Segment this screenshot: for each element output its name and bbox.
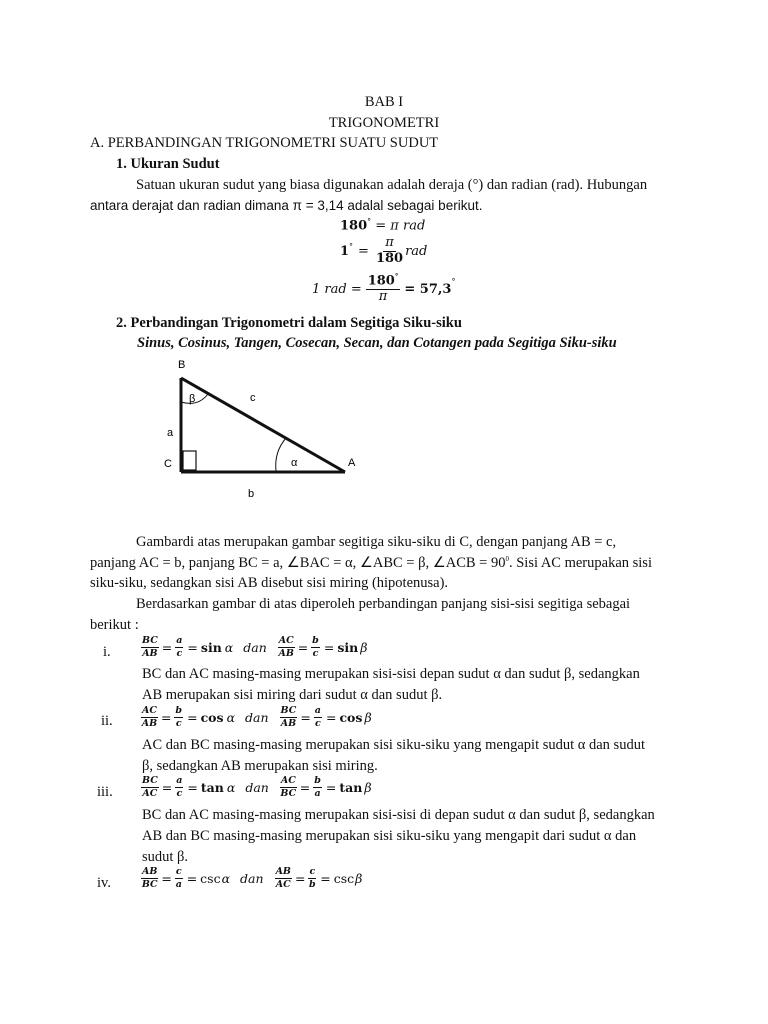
paragraph-line-2-text: panjang AC = b, panjang BC = a, ∠BAC = α, ∠ABC = β, ∠ACB = 90	[90, 555, 506, 571]
fraction-pi-over-180	[376, 236, 403, 267]
numerator: BC	[142, 635, 158, 646]
denominator: a	[314, 787, 321, 799]
rad-unit: rad	[405, 243, 428, 259]
fraction	[278, 636, 295, 658]
item-ii-numeral: ii.	[101, 713, 113, 729]
vertex-b-label: B	[178, 359, 186, 371]
denominator: c	[176, 787, 183, 799]
fraction-180-over-pi	[366, 273, 401, 305]
degree-sign: °	[367, 217, 372, 226]
unit-paragraph-line-1: Satuan ukuran sudut yang biasa digunakan adalah deraja (°) dan radian (rad). Hubungan	[136, 177, 648, 193]
paragraph-line-4: Berdasarkan gambar di atas diperoleh perbandingan panjang sisi-sisi segitiga sebagai	[136, 596, 631, 612]
numerator: AB	[142, 866, 158, 877]
equals-sign: =	[358, 243, 369, 259]
function-name: sin	[337, 639, 359, 655]
angle-symbol: α	[224, 639, 234, 655]
angle-alpha-arc	[276, 438, 286, 471]
angle-symbol: β	[355, 870, 363, 886]
denominator: AC	[142, 787, 158, 799]
angle-beta-label: β	[189, 393, 196, 405]
function-name: csc	[333, 870, 355, 886]
function-name: tan	[200, 779, 224, 795]
paragraph-line-2-end: . Sisi AC merupakan sisi	[508, 555, 652, 571]
denominator: BC	[141, 878, 158, 890]
paragraph-line-5: berikut :	[90, 617, 139, 633]
formula-1-rad	[312, 273, 455, 305]
dan-word: dan	[245, 779, 269, 795]
degree-sign: °	[451, 277, 456, 286]
subsection-2-heading: 2. Perbandingan Trigonometri dalam Segitiga Siku-siku	[116, 315, 462, 331]
right-angle-marker	[183, 451, 196, 470]
superscript-zero: 0	[505, 555, 509, 564]
item-i-desc-line-1: BC dan AC masing-masing merupakan sisi-sisi depan sudut α dan sudut β, sedangkan	[142, 666, 640, 682]
function-name: sin	[200, 639, 222, 655]
item-ii-formula: $\frac{AC}{AB}$ = $\frac{b}{c}$ = cos α dan $\frac{BC}{AB}$ = $\frac{a}{c}$ = cos β	[141, 705, 372, 729]
angle-alpha-label: α	[291, 457, 298, 469]
denominator: b	[309, 878, 316, 890]
item-iii-desc-line-2: AB dan BC masing-masing merupakan sisi siku-siku yang mengapit dari sudut α dan	[142, 828, 637, 844]
formula-1: 1	[340, 243, 350, 259]
numerator: 180	[367, 273, 395, 289]
numerator: c	[175, 866, 182, 877]
fraction	[313, 776, 322, 798]
fraction	[174, 706, 183, 728]
angle-symbol: β	[364, 779, 372, 795]
item-ii-desc-line-2: β, sedangkan AB merupakan sisi miring.	[142, 758, 378, 774]
angle-symbol: β	[360, 639, 368, 655]
numerator: π	[385, 235, 394, 250]
item-i-desc-line-2: AB merupakan sisi miring dari sudut α dan sudut β.	[142, 687, 443, 703]
function-name: cos	[200, 709, 224, 725]
angle-symbol: α	[221, 870, 231, 886]
dan-word: dan	[240, 870, 264, 886]
formula-180-deg	[340, 217, 425, 233]
fraction	[141, 867, 158, 889]
unit-paragraph-line-2: antara derajat dan radian dimana π = 3,14 adalal sebagai berikut.	[90, 198, 483, 213]
fraction	[308, 867, 316, 889]
fraction	[141, 706, 158, 728]
section-heading: A. PERBANDINGAN TRIGONOMETRI SUATU SUDUT	[90, 135, 439, 151]
numerator: a	[314, 705, 321, 716]
item-ii-desc-line-1: AC dan BC masing-masing merupakan sisi siku-siku yang mengapit sudut α dan sudut	[142, 737, 645, 753]
fraction	[311, 636, 320, 658]
denominator: c	[312, 647, 319, 659]
function-name: csc	[200, 870, 221, 886]
numerator: BC	[280, 705, 297, 716]
formula-1-deg	[340, 236, 427, 267]
paragraph-line-1: Gambardi atas merupakan gambar segitiga siku-siku di C, dengan panjang AB = c,	[136, 534, 617, 550]
denominator: c	[175, 717, 182, 729]
vertex-a-label: A	[348, 457, 356, 469]
item-iii-formula: $\frac{BC}{AC}$ = $\frac{a}{c}$ = tan α dan $\frac{AC}{BC}$ = $\frac{b}{a}$ = tan β	[142, 775, 372, 799]
side-b-label: b	[248, 488, 255, 500]
formula-pi-rad: = π rad	[375, 218, 426, 234]
side-c-label: c	[250, 392, 256, 404]
numerator: c	[309, 866, 316, 877]
fraction	[280, 776, 297, 798]
formula-result: = 57,3	[404, 281, 452, 297]
formula-180: 180	[340, 218, 368, 234]
numerator: b	[314, 775, 321, 786]
fraction	[275, 867, 292, 889]
numerator: AC	[280, 775, 296, 786]
item-iv-formula: $\frac{AB}{BC}$ = $\frac{c}{a}$ = csc α dan $\frac{AB}{AC}$ = $\frac{c}{b}$ = csc β	[141, 866, 363, 890]
numerator: AC	[278, 635, 294, 646]
denominator: a	[175, 878, 182, 890]
degree-sign: °	[349, 242, 354, 251]
chapter-title: TRIGONOMETRI	[328, 115, 440, 131]
degree-sign: °	[394, 272, 399, 281]
function-name: tan	[339, 779, 363, 795]
item-iii-numeral: iii.	[97, 784, 113, 800]
vertex-c-label: C	[164, 458, 172, 470]
denominator: c	[314, 717, 321, 729]
chapter-label: BAB I	[364, 94, 404, 110]
denominator: AB	[278, 647, 294, 659]
subsection-2-subtitle: Sinus, Cosinus, Tangen, Cosecan, Secan, dan Cotangen pada Segitiga Siku-siku	[137, 335, 617, 351]
denominator: 180	[375, 250, 404, 266]
fraction	[175, 867, 183, 889]
fraction	[314, 706, 322, 728]
denominator: π	[378, 289, 388, 305]
function-name: cos	[339, 709, 363, 725]
denominator: BC	[280, 787, 297, 799]
numerator: b	[312, 635, 319, 646]
denominator: c	[176, 647, 183, 659]
paragraph-line-3: siku-siku, sedangkan sisi AB disebut sisi miring (hipotenusa).	[90, 575, 449, 591]
side-c-line	[181, 378, 345, 472]
numerator: b	[175, 705, 183, 716]
fraction	[175, 636, 183, 658]
side-a-label: a	[167, 427, 174, 439]
subsection-1-heading: 1. Ukuran Sudut	[116, 156, 220, 172]
right-triangle-diagram	[150, 352, 380, 512]
item-iv-numeral: iv.	[97, 875, 111, 891]
numerator: AB	[275, 866, 291, 877]
formula-1-rad-left: 1 rad =	[312, 281, 362, 297]
numerator: a	[176, 635, 183, 646]
fraction	[141, 636, 159, 658]
item-i-numeral: i.	[103, 644, 111, 660]
item-i-formula: $\frac{BC}{AB}$ = $\frac{a}{c}$ = sin α dan $\frac{AC}{AB}$ = $\frac{b}{c}$ = sin β	[142, 635, 368, 659]
fraction	[141, 776, 159, 798]
fraction	[280, 706, 298, 728]
denominator: AB	[141, 717, 158, 729]
angle-symbol: α	[226, 779, 236, 795]
denominator: AB	[280, 717, 297, 729]
dan-word: dan	[243, 639, 267, 655]
angle-symbol: β	[364, 709, 372, 725]
angle-symbol: α	[226, 709, 236, 725]
paragraph-line-2	[90, 555, 652, 572]
numerator: BC	[142, 775, 158, 786]
denominator: AB	[142, 647, 158, 659]
denominator: AC	[275, 878, 291, 890]
item-iii-desc-line-3: sudut β.	[142, 849, 189, 865]
dan-word: dan	[245, 709, 269, 725]
fraction	[175, 776, 183, 798]
item-iii-desc-line-1: BC dan AC masing-masing merupakan sisi-sisi di depan sudut α dan sudut β, sedangkan	[142, 807, 655, 823]
numerator: AC	[142, 705, 157, 716]
numerator: a	[176, 775, 183, 786]
